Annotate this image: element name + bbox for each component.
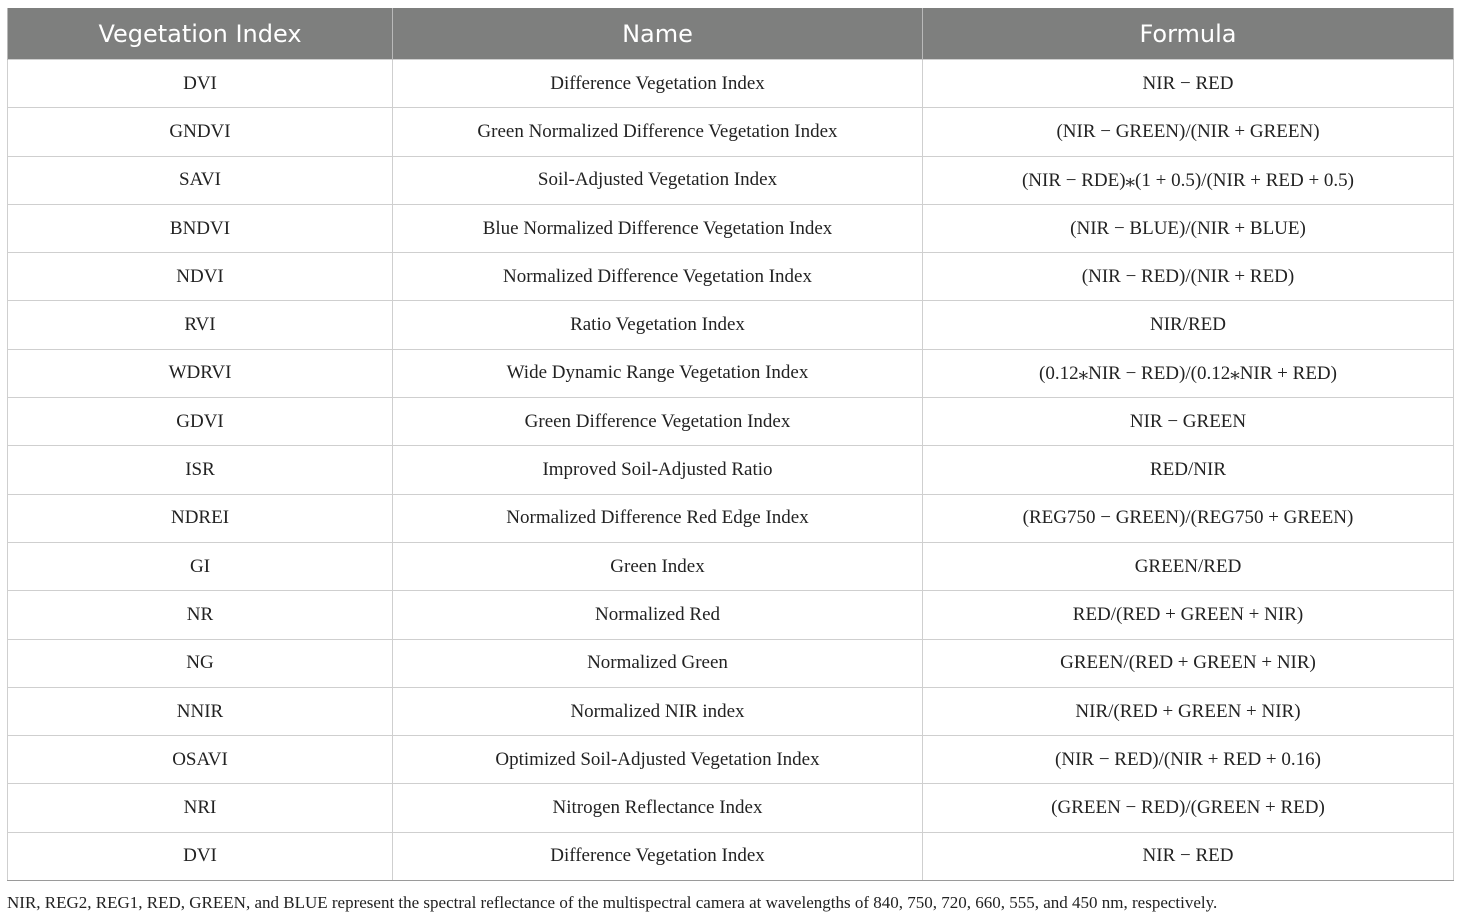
cell-name: Green Normalized Difference Vegetation Index [393,108,923,156]
cell-name: Optimized Soil-Adjusted Vegetation Index [393,736,923,784]
table-row [8,784,1454,832]
cell-name: Soil-Adjusted Vegetation Index [393,156,923,204]
cell-name: Nitrogen Reflectance Index [393,784,923,832]
table-footnote: NIR, REG2, REG1, RED, GREEN, and BLUE represent the spectral reflectance of the multispectral camera at wavelengths of 840, 750, 720, 660, 555, and 450 nm, respectively. [7,893,1218,912]
cell-index: NR [8,591,393,639]
cell-index: RVI [8,301,393,349]
header-vegetation-index: Vegetation Index [8,8,393,60]
table-row [8,446,1454,494]
table-row [8,108,1454,156]
cell-formula: NIR/(RED + GREEN + NIR) [923,687,1454,735]
table-row [8,736,1454,784]
cell-name: Wide Dynamic Range Vegetation Index [393,349,923,397]
cell-formula: RED/NIR [923,446,1454,494]
table-row [8,832,1454,880]
cell-formula: NIR − RED [923,832,1454,880]
cell-index: NDVI [8,253,393,301]
cell-index: ISR [8,446,393,494]
table-header-row [8,8,1454,60]
cell-name: Normalized NIR index [393,687,923,735]
cell-name: Difference Vegetation Index [393,832,923,880]
cell-index: DVI [8,60,393,108]
cell-index: NRI [8,784,393,832]
cell-name: Normalized Green [393,639,923,687]
cell-formula: NIR − RED [923,60,1454,108]
cell-formula: NIR − GREEN [923,398,1454,446]
cell-formula: (NIR − GREEN)/(NIR + GREEN) [923,108,1454,156]
cell-formula: RED/(RED + GREEN + NIR) [923,591,1454,639]
cell-formula: GREEN/(RED + GREEN + NIR) [923,639,1454,687]
table-row [8,204,1454,252]
cell-name: Normalized Red [393,591,923,639]
table-row [8,639,1454,687]
cell-formula: (NIR − RDE)⁎(1 + 0.5)/(NIR + RED + 0.5) [923,156,1454,204]
table-row [8,60,1454,108]
cell-name: Normalized Difference Vegetation Index [393,253,923,301]
cell-name: Blue Normalized Difference Vegetation Index [393,204,923,252]
cell-index: GDVI [8,398,393,446]
header-formula: Formula [923,8,1454,60]
cell-index: NDREI [8,494,393,542]
cell-formula: GREEN/RED [923,542,1454,590]
cell-index: OSAVI [8,736,393,784]
cell-index: GNDVI [8,108,393,156]
cell-name: Green Difference Vegetation Index [393,398,923,446]
cell-name: Normalized Difference Red Edge Index [393,494,923,542]
table-row [8,301,1454,349]
cell-index: WDRVI [8,349,393,397]
cell-name: Ratio Vegetation Index [393,301,923,349]
table-row [8,591,1454,639]
cell-formula: (NIR − RED)/(NIR + RED) [923,253,1454,301]
cell-formula: (NIR − RED)/(NIR + RED + 0.16) [923,736,1454,784]
table-row [8,494,1454,542]
cell-formula: (GREEN − RED)/(GREEN + RED) [923,784,1454,832]
cell-name: Green Index [393,542,923,590]
cell-index: NNIR [8,687,393,735]
cell-name: Difference Vegetation Index [393,60,923,108]
cell-index: GI [8,542,393,590]
cell-index: SAVI [8,156,393,204]
cell-name: Improved Soil-Adjusted Ratio [393,446,923,494]
cell-index: BNDVI [8,204,393,252]
cell-formula: (NIR − BLUE)/(NIR + BLUE) [923,204,1454,252]
cell-formula: (REG750 − GREEN)/(REG750 + GREEN) [923,494,1454,542]
cell-index: DVI [8,832,393,880]
table-row [8,542,1454,590]
cell-index: NG [8,639,393,687]
vegetation-index-table [7,8,1454,881]
cell-formula: NIR/RED [923,301,1454,349]
table-row [8,253,1454,301]
vegetation-index-table-container [7,8,1453,881]
table-row [8,687,1454,735]
cell-formula: (0.12⁎NIR − RED)/(0.12⁎NIR + RED) [923,349,1454,397]
table-row [8,398,1454,446]
header-name: Name [393,8,923,60]
table-row [8,156,1454,204]
table-row [8,349,1454,397]
